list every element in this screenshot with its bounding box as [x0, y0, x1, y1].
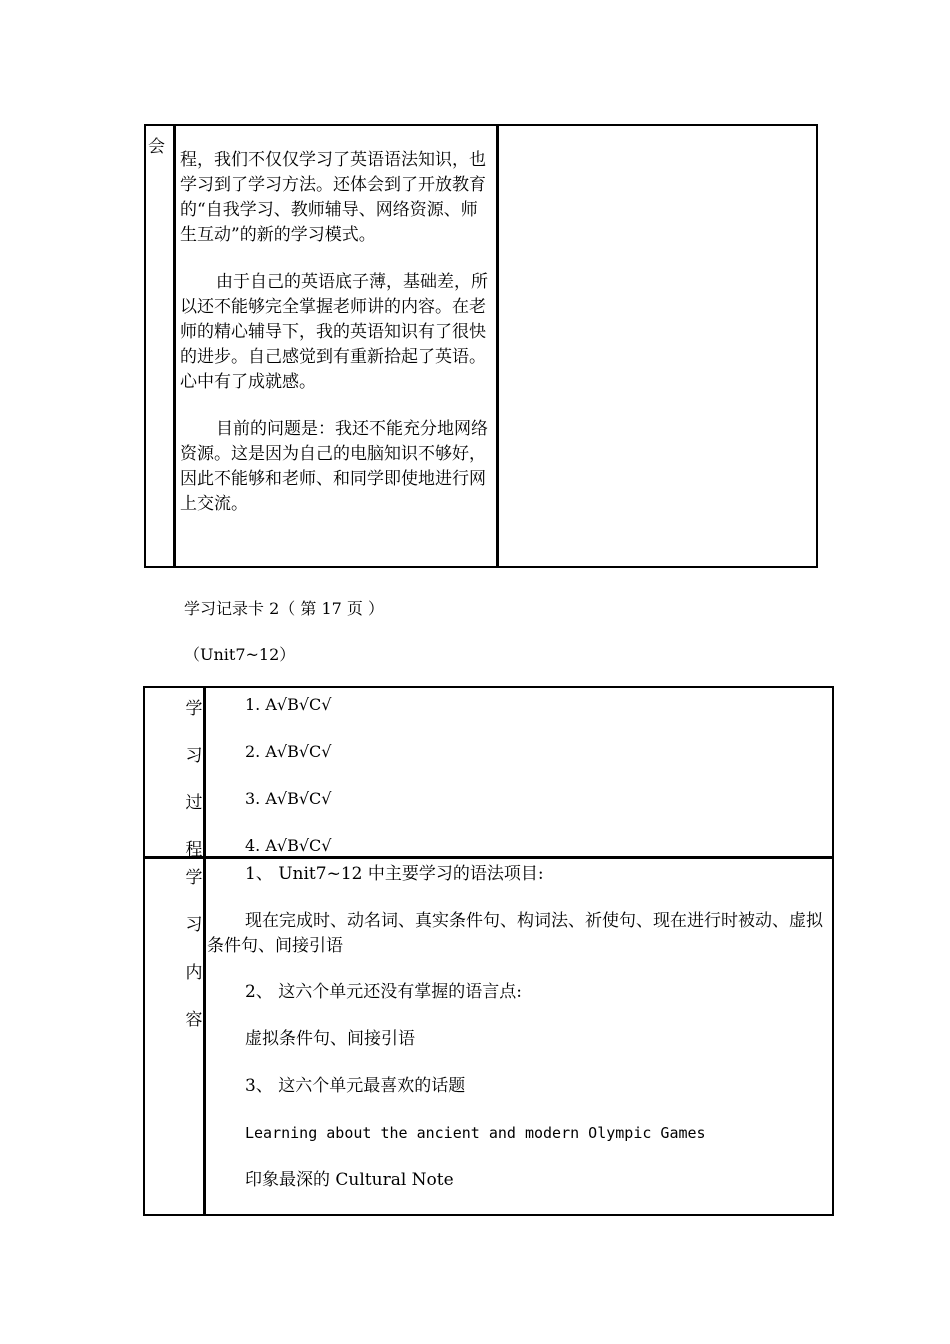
row-divider	[145, 856, 832, 859]
favorite-topic-question: 3、 这六个单元最喜欢的话题	[245, 1076, 466, 1096]
reflection-label-char: 会	[148, 137, 165, 157]
favorite-topic-answer: Learning about the ancient and modern Olympic Games	[245, 1124, 706, 1142]
unmastered-answer: 虚拟条件句、间接引语	[245, 1029, 415, 1049]
process-label-char-3: 过	[185, 793, 203, 813]
content-label-char-4: 容	[185, 1010, 203, 1030]
reflection-table	[144, 124, 818, 568]
reflection-empty-cell-divider	[498, 126, 501, 566]
content-label-char-1: 学	[185, 868, 203, 888]
grammar-answer: 现在完成时、动名词、真实条件句、构词法、祈使句、现在进行时被动、虚拟条件句、间接引语	[207, 911, 823, 956]
process-item-3: 3. A√B√C√	[245, 789, 332, 808]
reflection-paragraph-1: 程，我们不仅仅学习了英语语法知识，也学习到了学习方法。还体会到了开放教育的“自我学习、教师辅导、网络资源、师生互动”的新的学习模式。	[180, 150, 486, 245]
cultural-note-line: 印象最深的 Cultural Note	[245, 1170, 454, 1190]
process-label-char-4: 程	[185, 840, 203, 860]
process-item-1: 1. A√B√C√	[245, 695, 332, 714]
process-label-char-2: 习	[185, 746, 203, 766]
process-item-2: 2. A√B√C√	[245, 742, 332, 761]
reflection-label-cell	[146, 126, 174, 566]
grammar-question: 1、 Unit7~12 中主要学习的语法项目:	[245, 864, 544, 884]
column-divider	[203, 688, 206, 1214]
reflection-paragraph-3: 目前的问题是：我还不能充分地网络资源。这是因为自己的电脑知识不够好，因此不能够和老师、和同学即使地进行网上交流。	[180, 419, 488, 514]
reflection-content-cell	[174, 126, 498, 566]
process-label-char-1: 学	[185, 699, 203, 719]
content-label-char-3: 内	[185, 963, 203, 983]
record-card-table	[143, 686, 834, 1216]
content-label-char-2: 习	[185, 915, 203, 935]
reflection-text	[180, 148, 490, 539]
unit-range-caption: （Unit7~12）	[184, 645, 296, 664]
record-card-caption: 学习记录卡 2（ 第 17 页 ）	[184, 599, 384, 618]
unmastered-question: 2、 这六个单元还没有掌握的语言点:	[245, 982, 522, 1002]
reflection-paragraph-2: 由于自己的英语底子薄，基础差，所以还不能够完全掌握老师讲的内容。在老师的精心辅导下，我的英语知识有了很快的进步。自己感觉到有重新拾起了英语。心中有了成就感。	[180, 272, 488, 392]
process-item-4: 4. A√B√C√	[245, 836, 332, 855]
